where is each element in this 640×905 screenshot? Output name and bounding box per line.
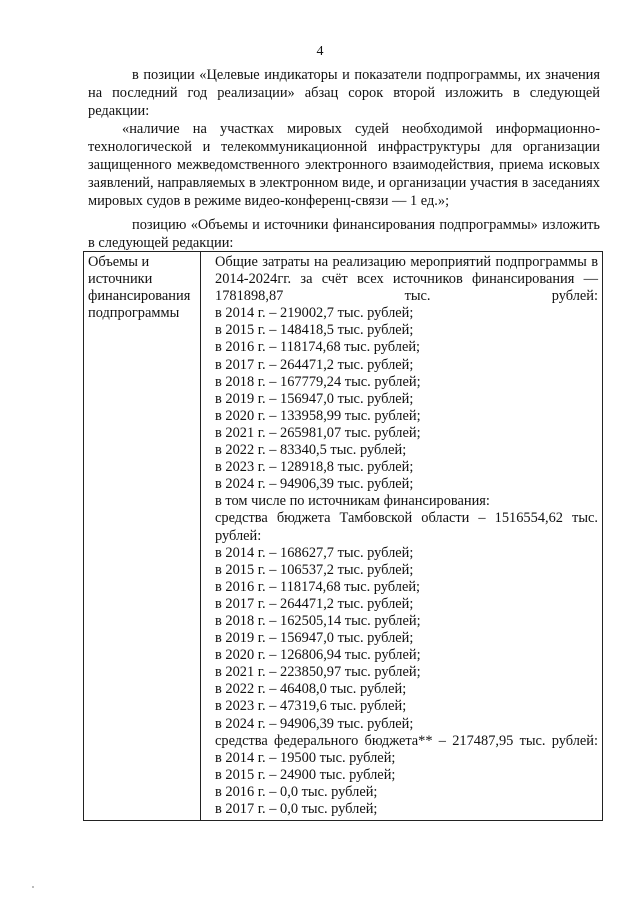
table-right-cell	[201, 252, 603, 821]
year-amount-line: в 2019 г. – 156947,0 тыс. рублей;	[215, 630, 414, 647]
year-amount-line: в 2015 г. – 148418,5 тыс. рублей;	[215, 322, 414, 339]
paragraph-quoted-indicator: «наличие на участках мировых судей необходимой информационно-технологической и телекоммуникационной инфраструктуры для организации защищенного межведомственного электронного взаимодействия, приема исковых заявлений, направляемых в электронном виде, и организации участия в заседаниях мировых судов в режиме видео-конференц-связи — 1 ед.»;	[88, 121, 600, 209]
page-number: 4	[316, 44, 324, 59]
year-amount-line: в 2018 г. – 167779,24 тыс. рублей;	[215, 373, 421, 390]
left-cell-line: финансирования	[88, 288, 191, 305]
federal-by-year-list	[215, 750, 598, 818]
table-left-cell	[84, 252, 201, 821]
year-amount-line: в 2018 г. – 162505,14 тыс. рублей;	[215, 612, 421, 629]
total-by-year-list	[215, 305, 598, 493]
regional-budget-heading: средства бюджета Тамбовской области – 1516554,62 тыс. рублей:	[215, 510, 598, 544]
year-amount-line: в 2014 г. – 168627,7 тыс. рублей;	[215, 544, 414, 561]
year-amount-line: в 2024 г. – 94906,39 тыс. рублей;	[215, 476, 414, 493]
year-amount-line: в 2019 г. – 156947,0 тыс. рублей;	[215, 390, 414, 407]
year-amount-line: в 2021 г. – 265981,07 тыс. рублей;	[215, 424, 421, 441]
year-amount-line: в 2017 г. – 264471,2 тыс. рублей;	[215, 356, 414, 373]
year-amount-line: в 2022 г. – 46408,0 тыс. рублей;	[215, 681, 407, 698]
year-amount-line: в 2017 г. – 0,0 тыс. рублей;	[215, 801, 378, 817]
year-amount-line: в 2023 г. – 128918,8 тыс. рублей;	[215, 459, 414, 476]
year-amount-line: в 2014 г. – 219002,7 тыс. рублей;	[215, 305, 414, 322]
financing-intro: Общие затраты на реализацию мероприятий подпрограммы в 2014-2024гг. за счёт всех источников финансирования — 1781898,87 тыс. рублей:	[215, 254, 598, 305]
year-amount-line: в 2014 г. – 19500 тыс. рублей;	[215, 749, 396, 766]
federal-budget-heading: средства федерального бюджета** – 217487,95 тыс. рублей:	[215, 732, 598, 749]
left-cell-line: подпрограммы	[88, 305, 180, 322]
year-amount-line: в 2017 г. – 264471,2 тыс. рублей;	[215, 595, 414, 612]
year-amount-line: в 2024 г. – 94906,39 тыс. рублей;	[215, 715, 414, 732]
paragraph-target-indicators: в позиции «Целевые индикаторы и показатели подпрограммы, их значения на последний год реализации» абзац сорок второй изложить в следующей редакции:	[88, 67, 600, 119]
financing-table	[83, 251, 603, 855]
year-amount-line: в 2016 г. – 118174,68 тыс. рублей;	[215, 578, 421, 595]
paragraph-financing-position: позицию «Объемы и источники финансирования подпрограммы» изложить в следующей редакции:	[88, 217, 600, 251]
year-amount-line: в 2020 г. – 133958,99 тыс. рублей;	[215, 407, 421, 424]
year-amount-line: в 2021 г. – 223850,97 тыс. рублей;	[215, 664, 421, 681]
sources-heading: в том числе по источникам финансирования:	[215, 493, 490, 510]
scan-dot	[32, 886, 34, 888]
regional-by-year-list	[215, 545, 598, 733]
year-amount-line: в 2023 г. – 47319,6 тыс. рублей;	[215, 698, 407, 715]
year-amount-line: в 2015 г. – 106537,2 тыс. рублей;	[215, 561, 414, 578]
year-amount-line: в 2022 г. – 83340,5 тыс. рублей;	[215, 442, 407, 459]
year-amount-line: в 2020 г. – 126806,94 тыс. рублей;	[215, 647, 421, 664]
year-amount-line: в 2015 г. – 24900 тыс. рублей;	[215, 766, 396, 783]
year-amount-line: в 2016 г. – 118174,68 тыс. рублей;	[215, 339, 421, 356]
left-cell-line: источники	[88, 271, 153, 288]
year-amount-line: в 2016 г. – 0,0 тыс. рублей;	[215, 783, 378, 800]
left-cell-line: Объемы и	[88, 254, 150, 270]
